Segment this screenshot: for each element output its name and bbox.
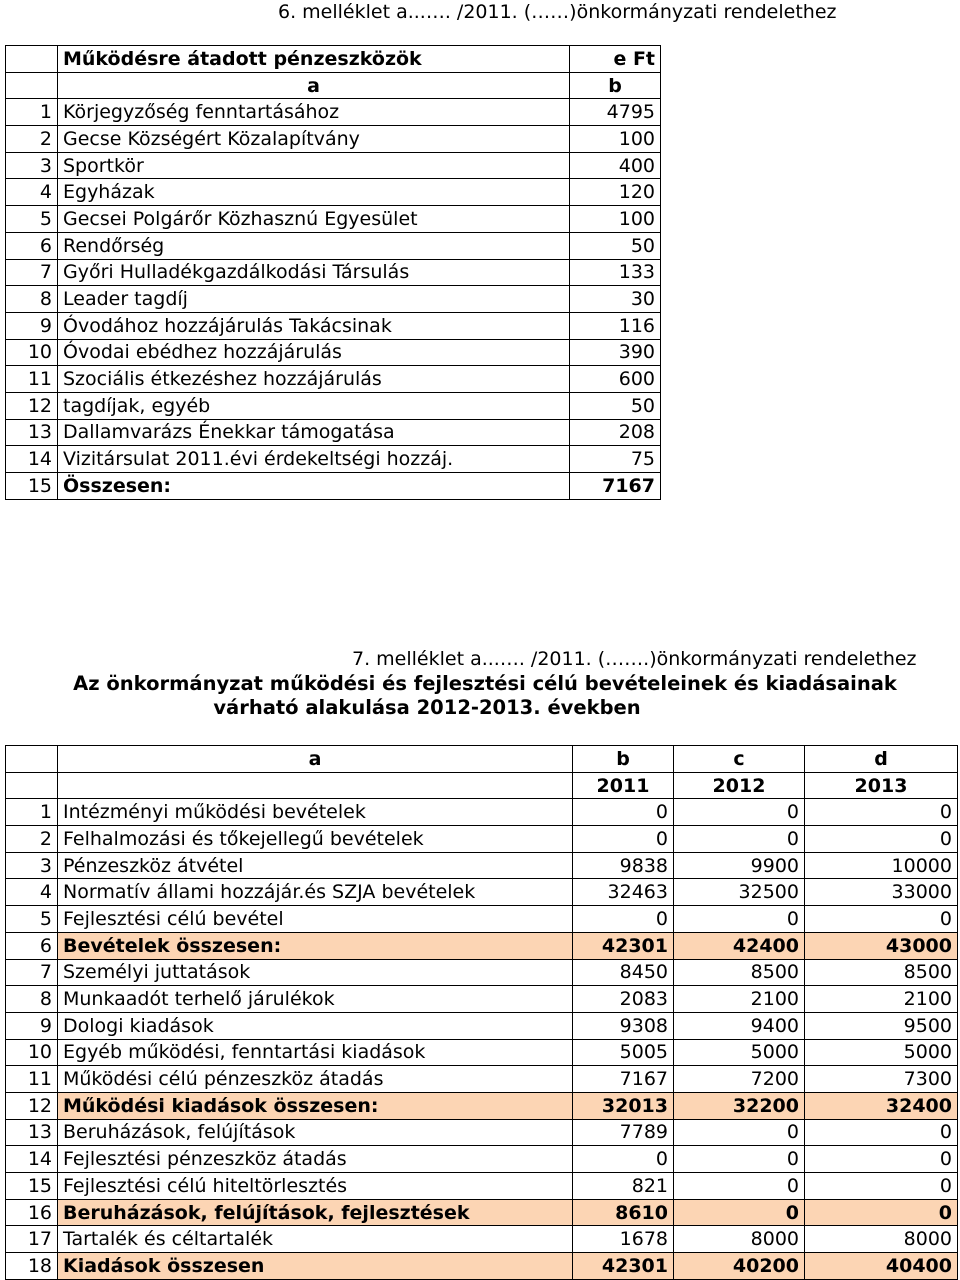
- value-2013: 0: [805, 906, 958, 933]
- annex7-year-2011: 2011: [573, 772, 674, 799]
- row-label: Dologi kiadások: [58, 1012, 573, 1039]
- value-2012: 0: [674, 1146, 805, 1173]
- value-2013: 33000: [805, 879, 958, 906]
- value-2013: 40400: [805, 1253, 958, 1280]
- table-row: [6, 126, 661, 153]
- row-label: Intézményi működési bevételek: [58, 799, 573, 826]
- row-label: Beruházások, felújítások: [58, 1119, 573, 1146]
- table-row: [6, 392, 661, 419]
- row-value: 50: [570, 392, 661, 419]
- row-label: Gecse Községért Közalapítvány: [58, 126, 570, 153]
- table-row: [6, 1119, 958, 1146]
- row-label: Sportkör: [58, 152, 570, 179]
- value-2013: 32400: [805, 1092, 958, 1119]
- table-row: [6, 932, 958, 959]
- row-number: 3: [6, 852, 58, 879]
- value-2012: 42400: [674, 932, 805, 959]
- table-row: [6, 339, 661, 366]
- row-label: Összesen:: [58, 473, 570, 500]
- value-2011: 2083: [573, 986, 674, 1013]
- table-row: [6, 179, 661, 206]
- value-2012: 0: [674, 906, 805, 933]
- value-2012: 32500: [674, 879, 805, 906]
- table-row: [6, 1066, 958, 1093]
- annex7-col-b: b: [573, 746, 674, 773]
- row-number: 7: [6, 959, 58, 986]
- row-value: 133: [570, 259, 661, 286]
- value-2013: 0: [805, 1173, 958, 1200]
- annex6-col-b: b: [570, 72, 661, 99]
- row-label: Szociális étkezéshez hozzájárulás: [58, 366, 570, 393]
- value-2011: 0: [573, 906, 674, 933]
- value-2012: 0: [674, 1119, 805, 1146]
- annex7-col-c: c: [674, 746, 805, 773]
- annex7-year-2013: 2013: [805, 772, 958, 799]
- row-number: 17: [6, 1226, 58, 1253]
- value-2013: 0: [805, 799, 958, 826]
- row-value: 50: [570, 232, 661, 259]
- row-label: Óvodai ebédhez hozzájárulás: [58, 339, 570, 366]
- table-row: [6, 986, 958, 1013]
- value-2011: 42301: [573, 932, 674, 959]
- table-row: [6, 99, 661, 126]
- row-number: 9: [6, 1012, 58, 1039]
- value-2013: 2100: [805, 986, 958, 1013]
- value-2011: 32463: [573, 879, 674, 906]
- table-row: [6, 152, 661, 179]
- value-2011: 42301: [573, 1253, 674, 1280]
- table-row: [6, 232, 661, 259]
- row-label: Pénzeszköz átvétel: [58, 852, 573, 879]
- annex7-year-2012: 2012: [674, 772, 805, 799]
- annex7-col-a: a: [58, 746, 573, 773]
- value-2012: 9900: [674, 852, 805, 879]
- row-value: 208: [570, 419, 661, 446]
- annex7-corner-cell: [6, 746, 58, 773]
- value-2011: 32013: [573, 1092, 674, 1119]
- annex7-col-d: d: [805, 746, 958, 773]
- value-2013: 5000: [805, 1039, 958, 1066]
- value-2012: 0: [674, 799, 805, 826]
- row-label: Működési kiadások összesen:: [58, 1092, 573, 1119]
- value-2011: 7167: [573, 1066, 674, 1093]
- value-2013: 9500: [805, 1012, 958, 1039]
- row-number: 5: [6, 206, 58, 233]
- row-value: 120: [570, 179, 661, 206]
- table-row: [6, 959, 958, 986]
- table-row: [6, 1012, 958, 1039]
- row-number: 2: [6, 126, 58, 153]
- annex6-corner-cell: [6, 72, 58, 99]
- value-2012: 0: [674, 1199, 805, 1226]
- row-number: 8: [6, 286, 58, 313]
- table-row: [6, 473, 661, 500]
- row-label: Bevételek összesen:: [58, 932, 573, 959]
- annex6-col-a: a: [58, 72, 570, 99]
- row-label: Normatív állami hozzájár.és SZJA bevételek: [58, 879, 573, 906]
- table-row: [6, 446, 661, 473]
- value-2013: 0: [805, 826, 958, 853]
- row-number: 8: [6, 986, 58, 1013]
- annex6-header: 6. melléklet a...…. /2011. (……)önkormányzati rendelethez: [278, 1, 837, 23]
- table-row: [6, 852, 958, 879]
- row-value: 600: [570, 366, 661, 393]
- row-label: Fejlesztési pénzeszköz átadás: [58, 1146, 573, 1173]
- value-2012: 5000: [674, 1039, 805, 1066]
- annex7-title-line1: Az önkormányzat működési és fejlesztési célú bevételeinek és kiadásainak: [73, 672, 897, 695]
- row-label: Fejlesztési célú hiteltörlesztés: [58, 1173, 573, 1200]
- row-value: 75: [570, 446, 661, 473]
- row-number: 14: [6, 1146, 58, 1173]
- value-2012: 2100: [674, 986, 805, 1013]
- value-2012: 9400: [674, 1012, 805, 1039]
- table-row: [6, 419, 661, 446]
- row-value: 400: [570, 152, 661, 179]
- value-2013: 0: [805, 1199, 958, 1226]
- annex7-table: [5, 745, 958, 1280]
- value-2011: 821: [573, 1173, 674, 1200]
- value-2011: 1678: [573, 1226, 674, 1253]
- table-row: [6, 1253, 958, 1280]
- row-label: Dallamvarázs Énekkar támogatása: [58, 419, 570, 446]
- value-2011: 8450: [573, 959, 674, 986]
- table-row: [6, 1226, 958, 1253]
- row-label: Fejlesztési célú bevétel: [58, 906, 573, 933]
- row-label: Működési célú pénzeszköz átadás: [58, 1066, 573, 1093]
- row-label: Egyházak: [58, 179, 570, 206]
- value-2013: 7300: [805, 1066, 958, 1093]
- row-label: Kiadások összesen: [58, 1253, 573, 1280]
- row-value: 4795: [570, 99, 661, 126]
- row-label: Körjegyzőség fenntartásához: [58, 99, 570, 126]
- value-2013: 0: [805, 1146, 958, 1173]
- row-number: 2: [6, 826, 58, 853]
- value-2012: 8000: [674, 1226, 805, 1253]
- table-row: [6, 1092, 958, 1119]
- row-number: 6: [6, 232, 58, 259]
- row-number: 6: [6, 932, 58, 959]
- value-2011: 9308: [573, 1012, 674, 1039]
- value-2012: 32200: [674, 1092, 805, 1119]
- row-label: Rendőrség: [58, 232, 570, 259]
- value-2012: 40200: [674, 1253, 805, 1280]
- table-row: [6, 206, 661, 233]
- row-number: 16: [6, 1199, 58, 1226]
- table-row: [6, 879, 958, 906]
- row-label: Vizitársulat 2011.évi érdekeltségi hozzáj.: [58, 446, 570, 473]
- value-2012: 0: [674, 1173, 805, 1200]
- annex6-unit: e Ft: [570, 46, 661, 73]
- row-label: Munkaadót terhelő járulékok: [58, 986, 573, 1013]
- table-row: [6, 1199, 958, 1226]
- value-2011: 9838: [573, 852, 674, 879]
- table-row: [6, 286, 661, 313]
- annex6-table-body: [6, 46, 661, 500]
- table-row: [6, 312, 661, 339]
- row-label: Egyéb működési, fenntartási kiadások: [58, 1039, 573, 1066]
- table-row: [6, 906, 958, 933]
- value-2011: 8610: [573, 1199, 674, 1226]
- table-row: [6, 1039, 958, 1066]
- table-row: [6, 1146, 958, 1173]
- value-2011: 0: [573, 1146, 674, 1173]
- row-number: 11: [6, 366, 58, 393]
- value-2012: 0: [674, 826, 805, 853]
- row-number: 10: [6, 1039, 58, 1066]
- row-number: 13: [6, 419, 58, 446]
- table-row: [6, 799, 958, 826]
- annex7-corner-cell: [6, 772, 58, 799]
- row-label: tagdíjak, egyéb: [58, 392, 570, 419]
- value-2011: 0: [573, 799, 674, 826]
- annex6-title-row: [6, 46, 661, 73]
- table-row: [6, 259, 661, 286]
- table-row: [6, 1173, 958, 1200]
- row-number: 12: [6, 392, 58, 419]
- row-value: 100: [570, 126, 661, 153]
- row-number: 13: [6, 1119, 58, 1146]
- row-number: 14: [6, 446, 58, 473]
- row-number: 9: [6, 312, 58, 339]
- value-2013: 43000: [805, 932, 958, 959]
- row-value: 116: [570, 312, 661, 339]
- row-value: 30: [570, 286, 661, 313]
- row-label: Győri Hulladékgazdálkodási Társulás: [58, 259, 570, 286]
- value-2013: 10000: [805, 852, 958, 879]
- value-2013: 8000: [805, 1226, 958, 1253]
- annex7-empty-cell: [58, 772, 573, 799]
- annex7-column-letter-row: [6, 746, 958, 773]
- annex6-table: [5, 45, 661, 500]
- annex7-header: 7. melléklet a...…. /2011. (…….)önkormányzati rendelethez: [352, 648, 917, 670]
- annex7-title-line2: várható alakulása 2012-2013. években: [213, 696, 641, 719]
- row-number: 15: [6, 1173, 58, 1200]
- value-2012: 8500: [674, 959, 805, 986]
- value-2011: 5005: [573, 1039, 674, 1066]
- annex7-table-body: [6, 746, 958, 1280]
- value-2013: 8500: [805, 959, 958, 986]
- row-label: Személyi juttatások: [58, 959, 573, 986]
- table-row: [6, 366, 661, 393]
- row-value: 100: [570, 206, 661, 233]
- annex6-column-letter-row: [6, 72, 661, 99]
- annex6-corner-cell: [6, 46, 58, 73]
- row-label: Gecsei Polgárőr Közhasznú Egyesület: [58, 206, 570, 233]
- row-number: 3: [6, 152, 58, 179]
- row-number: 11: [6, 1066, 58, 1093]
- table-row: [6, 826, 958, 853]
- value-2013: 0: [805, 1119, 958, 1146]
- annex6-title: Működésre átadott pénzeszközök: [58, 46, 570, 73]
- row-value: 7167: [570, 473, 661, 500]
- row-value: 390: [570, 339, 661, 366]
- row-number: 1: [6, 799, 58, 826]
- row-number: 4: [6, 879, 58, 906]
- row-number: 12: [6, 1092, 58, 1119]
- value-2012: 7200: [674, 1066, 805, 1093]
- row-label: Leader tagdíj: [58, 286, 570, 313]
- row-number: 5: [6, 906, 58, 933]
- value-2011: 0: [573, 826, 674, 853]
- row-label: Felhalmozási és tőkejellegű bevételek: [58, 826, 573, 853]
- row-number: 7: [6, 259, 58, 286]
- row-label: Óvodához hozzájárulás Takácsinak: [58, 312, 570, 339]
- row-label: Tartalék és céltartalék: [58, 1226, 573, 1253]
- row-number: 10: [6, 339, 58, 366]
- row-number: 15: [6, 473, 58, 500]
- row-number: 4: [6, 179, 58, 206]
- annex7-year-row: [6, 772, 958, 799]
- row-label: Beruházások, felújítások, fejlesztések: [58, 1199, 573, 1226]
- row-number: 18: [6, 1253, 58, 1280]
- value-2011: 7789: [573, 1119, 674, 1146]
- row-number: 1: [6, 99, 58, 126]
